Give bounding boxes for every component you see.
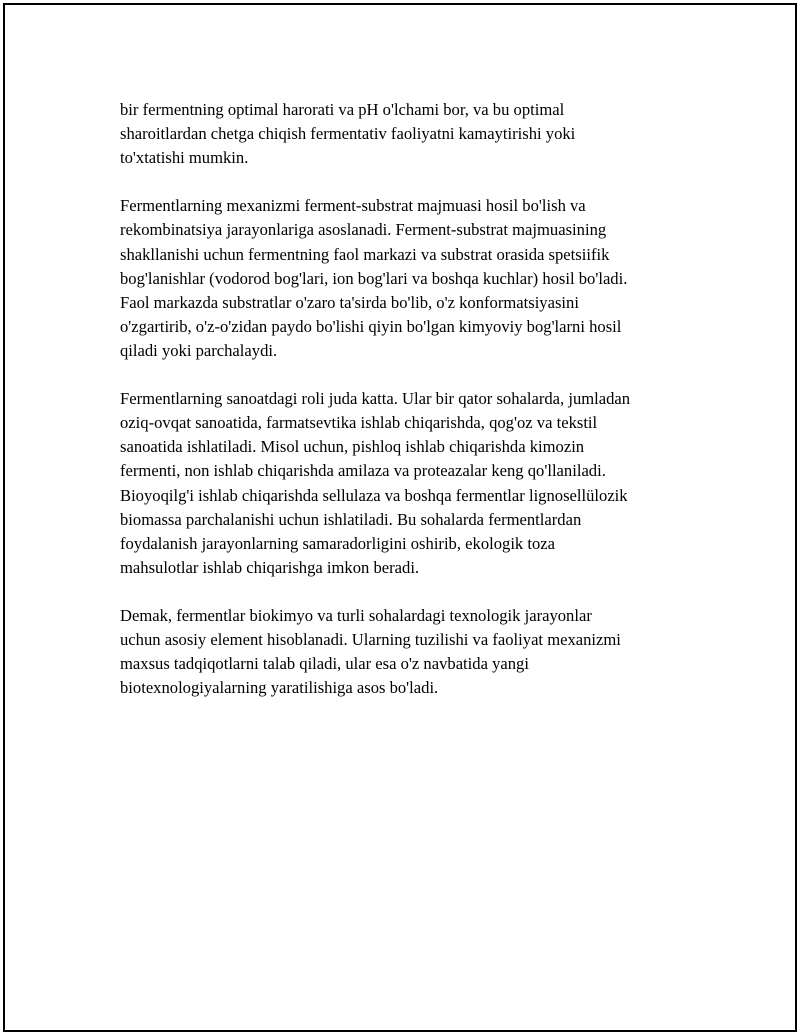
text-line: uchun asosiy element hisoblanadi. Ularning tuzilishi va faoliyat mexanizmi (120, 630, 621, 650)
text-line: mahsulotlar ishlab chiqarishga imkon beradi. (120, 557, 420, 577)
text-line: rekombinatsiya jarayonlariga asoslanadi. Ferment-substrat majmuasining (120, 220, 607, 240)
text-line: bog'lanishlar (vodorod bog'lari, ion bog'lari va boshqa kuchlar) hosil bo'ladi. (120, 268, 628, 288)
paragraph-4 (120, 604, 690, 700)
text-line: sharoitlardan chetga chiqish fermentativ faoliyatni kamaytirishi yoki (120, 124, 576, 144)
text-line: fermenti, non ishlab chiqarishda amilaza va proteazalar keng qo'llaniladi. (120, 461, 606, 481)
paragraph-2 (120, 194, 690, 363)
text-line: oziq-ovqat sanoatida, farmatsevtika ishlab chiqarishda, qog'oz va tekstil (120, 413, 598, 433)
text-line: sanoatida ishlatiladi. Misol uchun, pishloq ishlab chiqarishda kimozin (120, 437, 585, 457)
text-line: o'zgartirib, o'z-o'zidan paydo bo'lishi qiyin bo'lgan kimyoviy bog'larni hosil (120, 316, 622, 336)
document-page (3, 3, 797, 1032)
text-line: Bioyoqilg'i ishlab chiqarishda sellulaza va boshqa fermentlar lignosellülozik (120, 485, 628, 505)
text-line: Fermentlarning sanoatdagi roli juda katta. Ular bir qator sohalarda, jumladan (120, 389, 631, 409)
paragraph-1 (120, 98, 690, 170)
text-line: qiladi yoki parchalaydi. (120, 340, 278, 360)
text-line: bir fermentning optimal harorati va pH o'lchami bor, va bu optimal (120, 100, 565, 119)
text-line: Faol markazda substratlar o'zaro ta'sirda bo'lib, o'z konformatsiyasini (120, 292, 579, 312)
text-line: to'xtatishi mumkin. (120, 148, 249, 168)
text-line: biomassa parchalanishi uchun ishlatiladi. Bu sohalarda fermentlardan (120, 509, 582, 529)
text-line: shakllanishi uchun fermentning faol markazi va substrat orasida spetsiifik (120, 244, 610, 264)
text-line: biotexnologiyalarning yaratilishiga asos bo'ladi. (120, 678, 439, 698)
text-line: foydalanish jarayonlarning samaradorligini oshirib, ekologik toza (120, 533, 556, 553)
text-line: Demak, fermentlar biokimyo va turli sohalardagi texnologik jarayonlar (120, 605, 592, 625)
text-line: maxsus tadqiqotlarni talab qiladi, ular esa o'z navbatida yangi (120, 654, 529, 674)
text-line: Fermentlarning mexanizmi ferment-substrat majmuasi hosil bo'lish va (120, 196, 586, 216)
document-body (120, 98, 690, 724)
paragraph-3 (120, 387, 690, 580)
